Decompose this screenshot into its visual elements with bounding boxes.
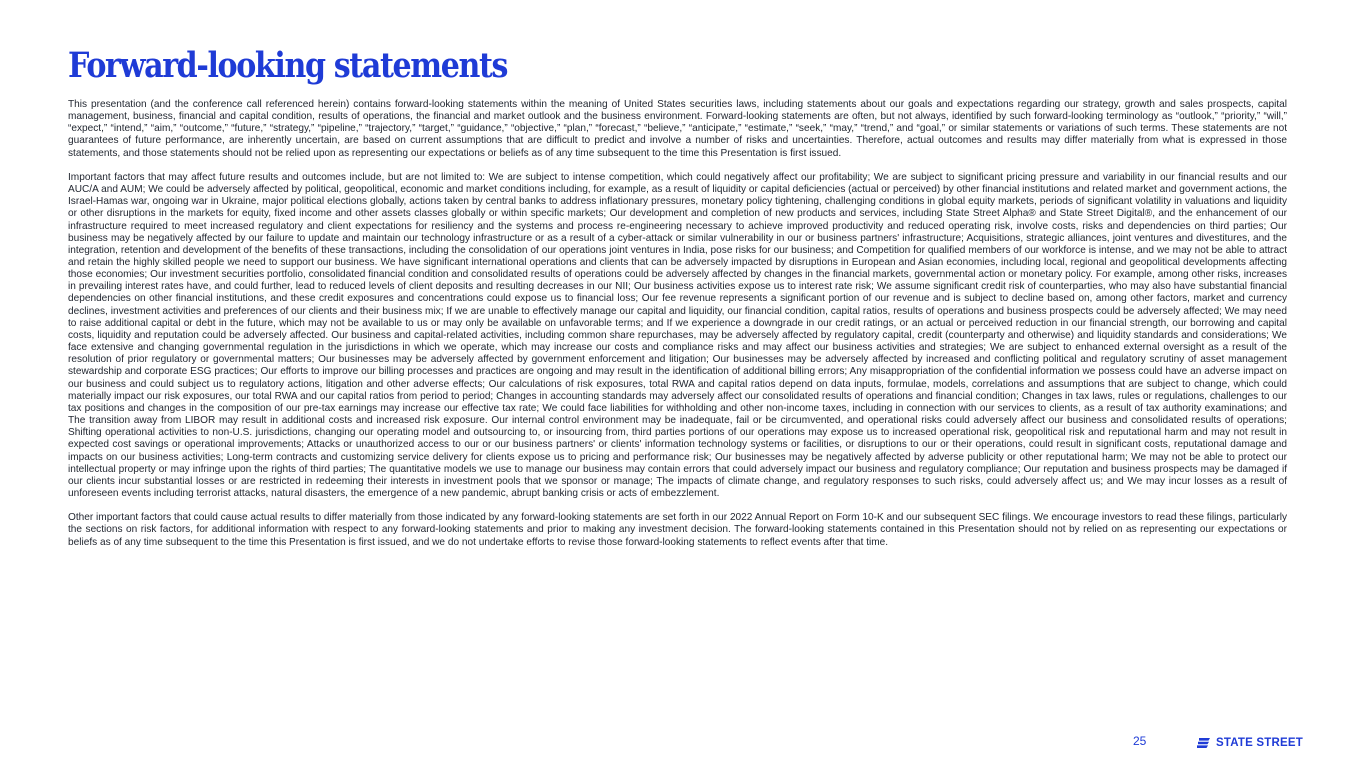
paragraph-intro: This presentation (and the conference call referenced herein) contains forward-looking statements within the meaning of United States securities laws, including statements about our goals and expectations regarding our strategy, growth and sales prospects, capital management, business, financial and capital condition, results of operations, the financial and market outlook and the business environment. Forward-looking statements are often, but not always, identified by such forward-looking terminology as “outlook,” “priority,” “will,” “expect,” “intend,” “aim,” “outcome,” “future,” “strategy,” “pipeline,” “trajectory,” “target,” “guidance,” “objective,” “plan,” “forecast,” “believe,” “anticipate,” “estimate,” “seek,” “may,” “trend,” and “goal,” or similar statements or variations of such terms. These statements are not guarantees of future performance, are inherently uncertain, are based on current assumptions that are difficult to predict and involve a number of risks and uncertainties. Therefore, actual outcomes and results may differ materially from what is expressed in those statements, and those statements should not be relied upon as representing our expectations or beliefs as of any time subsequent to the time this Presentation is first issued.	[68, 99, 1287, 159]
paragraph-other-factors: Other important factors that could cause actual results to differ materially from those indicated by any forward-looking statements are set forth in our 2022 Annual Report on Form 10-K and our subsequent SEC filings. We encourage investors to read these filings, particularly the sections on risk factors, for additional information with respect to any forward-looking statements and prior to making any investment decision. The forward-looking statements contained in this Presentation should not by relied on as representing our expectations or beliefs as of any time subsequent to the time this Presentation is first issued, and we do not undertake efforts to revise those forward-looking statements to reflect events after that time.	[68, 512, 1287, 548]
slide-title: Forward-looking statements	[68, 45, 508, 86]
paragraph-risk-factors: Important factors that may affect future results and outcomes include, but are not limited to: We are subject to intense competition, which could negatively affect our profitability; We are subject to significant pricing pressure and variability in our financial results and our AUC/A and AUM; We could be adversely affected by political, geopolitical, economic and market conditions including, for example, as a result of liquidity or capital deficiencies (actual or perceived) by other financial institutions and related market and government actions, the Israel-Hamas war, ongoing war in Ukraine, major political elections globally, actions taken by central banks to address inflationary pressures, monetary policy tightening, challenging conditions in global equity markets, periods of significant volatility in valuations and liquidity or other disruptions in the markets for equity, fixed income and other assets classes globally or within specific markets; Our development and completion of new products and services, including State Street Alpha® and State Street Digital®, and the enhancement of our infrastructure required to meet increased regulatory and client expectations for resiliency and the systems and process re-engineering necessary to achieve improved productivity and reduced operating risk, involve costs, risks and dependencies on third parties; Our business may be negatively affected by our failure to update and maintain our technology infrastructure or as a result of a cyber-attack or similar vulnerability in our or business partners' infrastructure; Acquisitions, strategic alliances, joint ventures and divestitures, and the integration, retention and development of the benefits of these transactions, including the consolidation of our operations joint ventures in India, pose risks for our business; and Competition for qualified members of our workforce is intense, and we may not be able to attract and retain the highly skilled people we need to support our business. We have significant international operations and clients that can be adversely impacted by disruptions in European and Asian economies, including local, regional and geopolitical developments affecting those economies; Our investment securities portfolio, consolidated financial condition and consolidated results of operations could be adversely affected by changes in the financial markets, governmental action or monetary policy. For example, among other risks, increases in prevailing interest rates have, and could further, lead to reduced levels of client deposits and resulting decreases in our NII; Our business activities expose us to interest rate risk; We assume significant credit risk of counterparties, who may also have substantial financial dependencies on other financial institutions, and these credit exposures and concentrations could expose us to financial loss; Our fee revenue represents a significant portion of our revenue and is subject to decline based on, among other factors, market and currency declines, investment activities and preferences of our clients and their business mix; If we are unable to effectively manage our capital and liquidity, our financial condition, capital ratios, results of operations and business prospects could be adversely affected; We may need to raise additional capital or debt in the future, which may not be available to us or may only be available on unfavorable terms; and If we experience a downgrade in our credit ratings, or an actual or perceived reduction in our financial strength, our borrowing and capital costs, liquidity and reputation could be adversely affected. Our business and capital-related activities, including common share repurchases, may be adversely affected by regulatory capital, credit (counterparty and otherwise) and liquidity standards and considerations; We face extensive and changing governmental regulation in the jurisdictions in which we operate, which may increase our costs and compliance risks and may affect our business activities and strategies; We are subject to enhanced external oversight as a result of the resolution of prior regulatory or governmental matters; Our businesses may be adversely affected by government enforcement and litigation; Our businesses may be adversely affected by increased and conflicting political and regulatory scrutiny of asset management stewardship and corporate ESG practices; Our efforts to improve our billing processes and practices are ongoing and may result in the identification of additional billing errors; Any misappropriation of the confidential information we possess could have an adverse impact on our business and could subject us to regulatory actions, litigation and other adverse effects; Our calculations of risk exposures, total RWA and capital ratios depend on data inputs, formulae, models, correlations and assumptions that are subject to change, which could materially impact our risk exposures, our total RWA and our capital ratios from period to period; Changes in accounting standards may adversely affect our consolidated results of operations and financial condition; Changes in tax laws, rules or regulations, challenges to our tax positions and changes in the composition of our pre-tax earnings may increase our effective tax rate; We could face liabilities for withholding and other non-income taxes, including in connection with our services to clients, as a result of tax authority examinations; and The transition away from LIBOR may result in additional costs and increased risk exposure. Our internal control environment may be inadequate, fail or be circumvented, and operational risks could adversely affect our business and consolidated results of operations; Shifting operational activities to non-U.S. jurisdictions, changing our operating model and outsourcing to, or insourcing from, third parties portions of our operations may expose us to increased operational risk, geopolitical risk and reputational harm and may not result in expected cost savings or operational improvements; Attacks or unauthorized access to our or our business partners' or clients' information technology systems or facilities, or disruptions to our or their operations, could result in significant costs, reputational damage and impacts on our business activities; Long-term contracts and customizing service delivery for clients expose us to pricing and performance risk; Our businesses may be negatively affected by adverse publicity or other reputational harm; We may not be able to protect our intellectual property or may infringe upon the rights of third parties; The quantitative models we use to manage our business may contain errors that could adversely impact our business and regulatory compliance; Our reputation and business prospects may be damaged if our clients incur substantial losses or are restricted in redeeming their interests in investment pools that we sponsor or manage; The impacts of climate change, and regulatory responses to such risks, could adversely affect us; and We may incur losses as a result of unforeseen events including terrorist attacks, natural disasters, the emergence of a new pandemic, abrupt banking crisis or acts of embezzlement.	[68, 171, 1287, 499]
logo-text: STATE STREET	[1216, 737, 1303, 749]
state-street-logo-icon	[1196, 735, 1212, 751]
state-street-logo	[1196, 735, 1303, 751]
page-number: 25	[1133, 734, 1147, 748]
slide-body	[68, 99, 1287, 561]
